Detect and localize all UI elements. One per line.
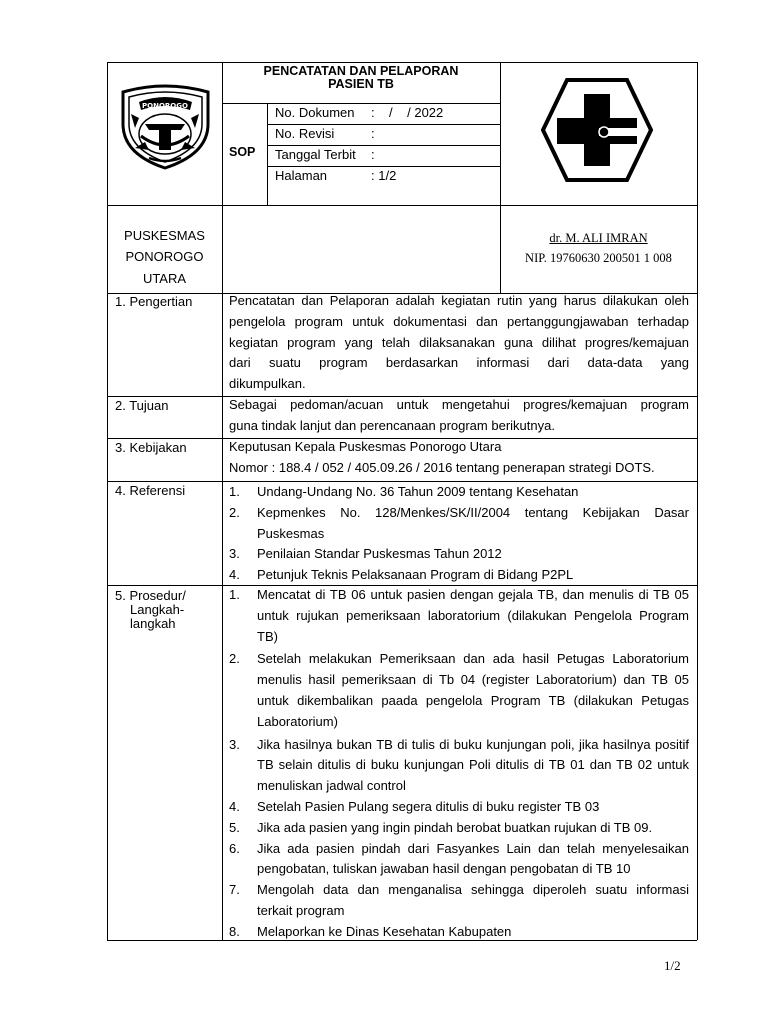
section-label-tujuan: 2. Tujuan [115,398,169,413]
table-border-top [107,62,697,63]
health-ministry-logo [541,78,653,182]
section-label-langkah2: langkah [130,616,176,631]
pengertian-line-5: dikumpulkan. [229,376,306,392]
kebijakan-line-2: Nomor : 188.4 / 052 / 405.09.26 / 2016 tentang penerapan strategi DOTS. [229,459,655,475]
field-label-halaman: Halaman [275,168,328,183]
referensi-item: 2. Kepmenkes No. 128/Menkes/SK/II/2004 tentang Kebijakan Dasar Puskesmas [229,504,689,541]
field-value-halaman: : 1/2 [371,168,397,183]
field-value-no-revisi: : [371,126,375,141]
field-value-no-dokumen: : / / 2022 [371,105,444,120]
prosedur-item: 6. Jika ada pasien pindah dari Fasyankes Lain dan telah menyelesaikan pengobatan, tuliskan jawaban hasil dengan pengobatan di TB 10 [229,840,689,877]
table-border-left [107,62,108,940]
prosedur-item: 7. Mengolah data dan menganalisa sehingga diperoleh suatu informasi terkait program [229,882,689,918]
signer-nip: NIP. 19760630 200501 1 008 [525,251,672,265]
sop-label: SOP [229,145,256,159]
regency-seal-logo [115,84,216,170]
section-content-pengertian [229,291,689,395]
prosedur-item: 8. Melaporkan ke Dinas Kesehatan Kabupaten [229,923,512,939]
section-label-langkah: Langkah- [130,602,185,617]
section-label-kebijakan: 3. Kebijakan [115,440,187,455]
section-label-referensi: 4. Referensi [115,483,186,498]
field-label-tanggal-terbit: Tanggal Terbit [275,147,356,162]
kebijakan-line-1: Keputusan Kepala Puskesmas Ponorogo Utara [229,439,502,454]
section-content-tujuan [229,395,689,437]
document-title-line2: PASIEN TB [328,77,394,91]
field-row-line-1 [267,124,500,125]
prosedur-item: 5. Jika ada pasien yang ingin pindah berobat buatkan rujukan di TB 09. [229,819,653,835]
section-label-pengertian: 1. Pengertian [115,294,193,309]
section-content-prosedur [229,585,689,943]
section-content-kebijakan [229,437,689,479]
institution-line2: PONOROGO [125,249,204,264]
field-row-line-2 [267,145,500,146]
page-number: 1/2 [664,958,681,973]
prosedur-item: 4. Setelah Pasien Pulang segera ditulis di buku register TB 03 [229,798,600,814]
document-title-line1: PENCATATAN DAN PELAPORAN [263,64,459,78]
referensi-item: 1. Undang-Undang No. 36 Tahun 2009 tentang Kesehatan [229,484,579,499]
field-label-no-revisi: No. Revisi [275,126,335,141]
institution-line3: UTARA [142,271,187,286]
referensi-item: 4. Petunjuk Teknis Pelaksanaan Program di Bidang P2PL [229,567,574,583]
header-bottom-line [107,205,697,206]
section-content-referensi [229,482,689,586]
table-border-right [697,62,698,940]
col-logo-divider [222,62,223,940]
pengertian-line-2: pengelola program untuk dokumentasi dan pertanggungjawaban terhadap [229,313,689,329]
referensi-item: 3. Penilaian Standar Puskesmas Tahun 2012 [229,546,502,562]
field-label-no-dokumen: No. Dokumen [275,105,355,120]
prosedur-item: 2. Setelah melakukan Pemeriksaan dan ada hasil Petugas Laboratorium menulis hasil pemeriksaan di Tb 04 (register Laboratorium) dan TB 05 untuk dikembalikan paada pengelola Program TB (dilakukan Petugas Laboratorium) [229,651,689,729]
tujuan-line-2: guna tindak lanjut dan perencanaan program berikutnya. [229,417,555,433]
pengertian-line-3: kegiatan program yang telah dilaksanakan guna dilihat progres/kemajuan [229,334,689,350]
prosedur-item: 1. Mencatat di TB 06 untuk pasien dengan gejala TB, dan menulis di TB 05 untuk rujukan pemeriksaan laboratorium (dilakukan Pengelola Program TB) [229,587,689,644]
pengertian-line-1: Pencatatan dan Pelaporan adalah kegiatan rutin yang harus dilakukan oleh [229,293,689,308]
svg-text:PONOROGO: PONOROGO [142,102,188,110]
tujuan-line-1: Sebagai pedoman/acuan untuk mengetahui progres/kemajuan program [229,397,689,412]
pengertian-line-4: dari suatu program berdasarkan informasi dari data-data yang [229,355,689,371]
institution-line1: PUSKESMAS [124,228,205,243]
field-value-tanggal-terbit: : [371,147,375,162]
section-label-prosedur: 5. Prosedur/ [115,588,186,603]
signer-name: dr. M. ALI IMRAN [549,231,648,245]
col-fields-divider [267,103,268,205]
prosedur-item: 3. Jika hasilnya bukan TB di tulis di buku kunjungan poli, jika hasilnya positif TB selain ditulis di buku kunjungan Poli ditulis di TB 01 dan TB 02 untuk menuliskan jadwal control [229,736,689,794]
field-row-line-3 [267,166,500,167]
title-row-bottom [222,103,500,104]
